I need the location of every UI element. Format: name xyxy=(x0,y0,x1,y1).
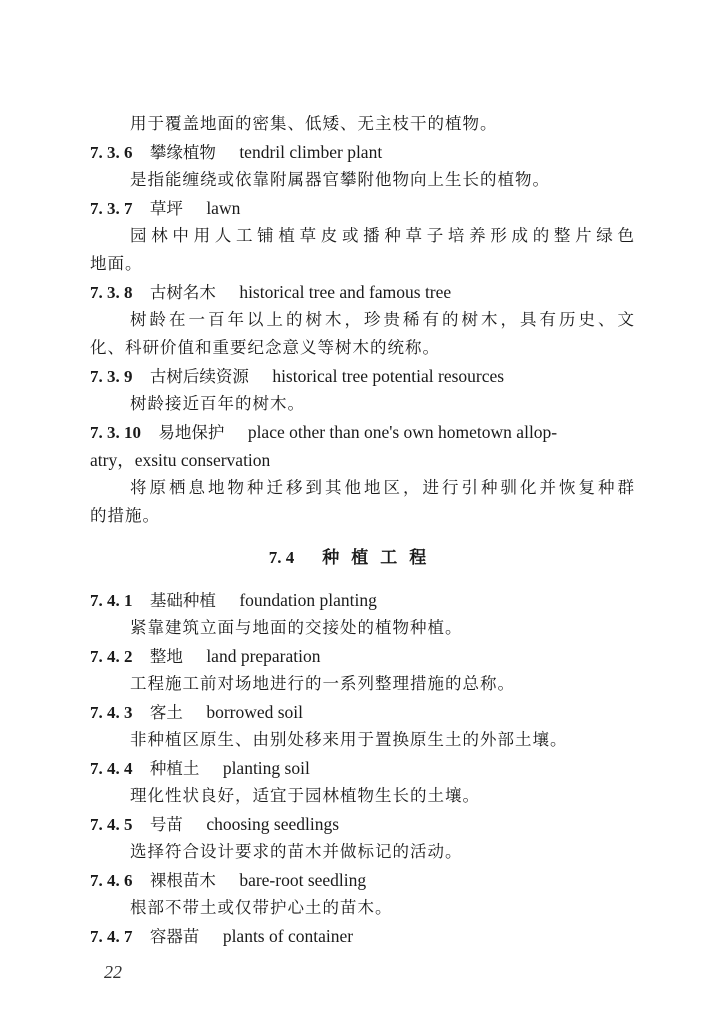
term-chinese: 易地保护 xyxy=(158,423,225,442)
section-title: 种植工程 xyxy=(322,548,439,568)
definition-line: 根部不带土或仅带护心土的苗木。 xyxy=(130,898,393,917)
definition-line: 理化性状良好，适宜于园林植物生长的土壤。 xyxy=(130,786,480,805)
section-number: 7. 4 xyxy=(268,548,295,567)
definition-text xyxy=(130,170,635,190)
definition-line: 园林中用人工铺植草皮或播种草子培养形成的整片绿色 xyxy=(130,226,635,245)
term-number: 7. 4. 7 xyxy=(90,927,133,946)
term-number: 7. 3. 7 xyxy=(90,199,133,218)
definition-text xyxy=(130,898,635,918)
definition-text xyxy=(130,618,635,638)
term-heading-7-3-6 xyxy=(90,142,635,163)
term-chinese: 整地 xyxy=(149,647,183,666)
term-english: bare-root seedling xyxy=(239,870,367,890)
term-heading-7-4-3 xyxy=(90,702,635,723)
term-heading-7-3-7 xyxy=(90,198,635,219)
definition-text xyxy=(130,786,635,806)
definition-text xyxy=(130,226,635,246)
definition-line: 树龄接近百年的树木。 xyxy=(130,394,305,413)
term-number: 7. 3. 10 xyxy=(90,423,141,442)
definition-line: 化、科研价值和重要纪念意义等树木的统称。 xyxy=(90,338,440,357)
term-english: lawn xyxy=(206,198,241,218)
definition-line: 地面。 xyxy=(90,254,143,273)
term-number: 7. 3. 9 xyxy=(90,367,133,386)
definition-text xyxy=(130,730,635,750)
term-english: choosing seedlings xyxy=(206,814,340,834)
term-number: 7. 4. 5 xyxy=(90,815,133,834)
definition-line: 树龄在一百年以上的树木，珍贵稀有的树木，具有历史、文 xyxy=(130,310,635,329)
definition-text xyxy=(130,114,635,134)
term-chinese: 古树名木 xyxy=(149,283,216,302)
term-heading-7-3-10 xyxy=(90,422,635,443)
term-english: historical tree and famous tree xyxy=(239,282,452,302)
term-heading-7-3-9 xyxy=(90,366,635,387)
term-number: 7. 4. 4 xyxy=(90,759,133,778)
term-chinese: 攀缘植物 xyxy=(149,143,216,162)
definition-line: 用于覆盖地面的密集、低矮、无主枝干的植物。 xyxy=(130,114,498,133)
term-chinese: 客土 xyxy=(149,703,183,722)
definition-text xyxy=(130,674,635,694)
term-heading-7-4-2 xyxy=(90,646,635,667)
term-chinese: 裸根苗木 xyxy=(149,871,216,890)
term-chinese: 容器苗 xyxy=(149,927,200,946)
term-number: 7. 3. 8 xyxy=(90,283,133,302)
definition-text xyxy=(130,394,635,414)
section-heading xyxy=(0,548,707,568)
term-english: land preparation xyxy=(206,646,321,666)
term-english-continued xyxy=(90,450,635,471)
term-heading-7-4-1 xyxy=(90,590,635,611)
term-english: foundation planting xyxy=(239,590,377,610)
definition-text xyxy=(90,506,635,526)
term-english: plants of container xyxy=(222,926,354,946)
term-english: planting soil xyxy=(222,758,310,778)
definition-text xyxy=(90,254,635,274)
term-heading-7-4-4 xyxy=(90,758,635,779)
term-chinese: 种植土 xyxy=(149,759,200,778)
term-chinese: 草坪 xyxy=(149,199,183,218)
definition-text xyxy=(130,842,635,862)
term-number: 7. 4. 1 xyxy=(90,591,133,610)
term-heading-7-4-7 xyxy=(90,926,635,947)
definition-line: 是指能缠绕或依靠附属器官攀附他物向上生长的植物。 xyxy=(130,170,550,189)
term-number: 7. 3. 6 xyxy=(90,143,133,162)
term-chinese: 基础种植 xyxy=(149,591,216,610)
definition-text xyxy=(130,478,635,498)
term-heading-7-4-6 xyxy=(90,870,635,891)
term-english: place other than one's own hometown allop- xyxy=(247,422,558,442)
definition-line: 的措施。 xyxy=(90,506,160,525)
term-chinese: 号苗 xyxy=(149,815,183,834)
term-number: 7. 4. 3 xyxy=(90,703,133,722)
term-number: 7. 4. 2 xyxy=(90,647,133,666)
term-chinese: 古树后续资源 xyxy=(149,367,249,386)
term-english: borrowed soil xyxy=(206,702,304,722)
term-english: atry，exsitu conservation xyxy=(90,450,271,470)
term-number: 7. 4. 6 xyxy=(90,871,133,890)
definition-line: 选择符合设计要求的苗木并做标记的活动。 xyxy=(130,842,463,861)
term-heading-7-4-5 xyxy=(90,814,635,835)
term-english: tendril climber plant xyxy=(239,142,383,162)
term-english: historical tree potential resources xyxy=(272,366,505,386)
page-number: 22 xyxy=(104,962,122,982)
term-heading-7-3-8 xyxy=(90,282,635,303)
definition-line: 非种植区原生、由别处移来用于置换原生土的外部土壤。 xyxy=(130,730,568,749)
definition-text xyxy=(90,338,635,358)
definition-line: 紧靠建筑立面与地面的交接处的植物种植。 xyxy=(130,618,463,637)
definition-line: 工程施工前对场地进行的一系列整理措施的总称。 xyxy=(130,674,515,693)
definition-line: 将原栖息地物种迁移到其他地区，进行引种驯化并恢复种群 xyxy=(130,478,635,497)
definition-text xyxy=(130,310,635,330)
